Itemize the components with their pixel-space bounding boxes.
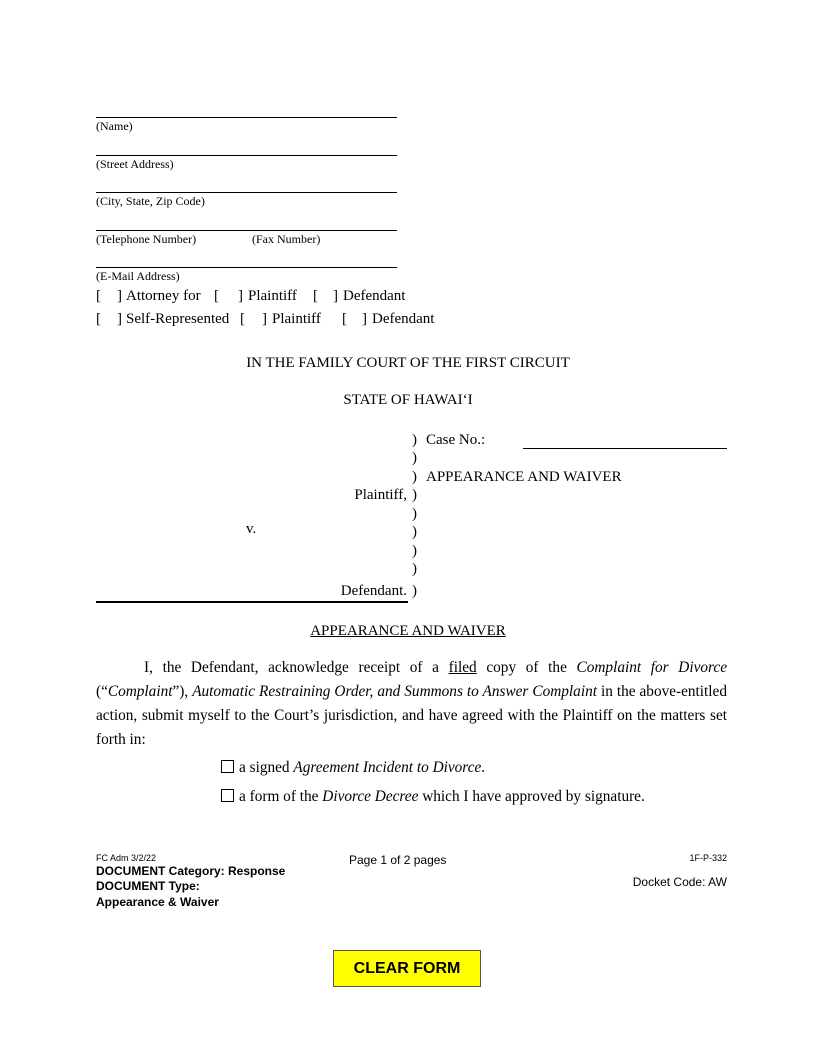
street-label: (Street Address) bbox=[96, 157, 174, 171]
attorney-defendant-checkbox-open[interactable]: [ bbox=[313, 288, 318, 304]
caption-paren: ) bbox=[412, 506, 417, 522]
p1: I, the Defendant, acknowledge receipt of a bbox=[144, 659, 439, 676]
city-label: (City, State, Zip Code) bbox=[96, 194, 205, 208]
p2: copy of the bbox=[486, 659, 567, 676]
decree-checkbox[interactable] bbox=[221, 789, 234, 802]
self-rep-plaintiff-label: Plaintiff bbox=[272, 311, 321, 327]
option-decree bbox=[221, 788, 645, 806]
court-name: IN THE FAMILY COURT OF THE FIRST CIRCUIT bbox=[246, 355, 570, 371]
defendant-label: Defendant. bbox=[340, 583, 407, 599]
caption-paren: ) bbox=[412, 524, 417, 540]
self-rep-checkbox-open[interactable]: [ bbox=[96, 311, 101, 327]
form-date: FC Adm 3/2/22 bbox=[96, 853, 157, 863]
attorney-for-row bbox=[0, 288, 816, 308]
attorney-checkbox-close[interactable]: ] bbox=[117, 288, 122, 304]
caption-paren: ) bbox=[412, 469, 417, 485]
caption-paren: ) bbox=[412, 487, 417, 503]
p3: in the above-entitled action, submit myself to the Court’s jurisdiction, and have agreed with the Plaintiff on the matters set forth in: bbox=[96, 683, 727, 748]
attorney-checkbox-open[interactable]: [ bbox=[96, 288, 101, 304]
self-rep-defendant-checkbox-close[interactable]: ] bbox=[362, 311, 367, 327]
option1-pre: a signed bbox=[239, 759, 290, 776]
self-rep-defendant-checkbox-open[interactable]: [ bbox=[342, 311, 347, 327]
agreement-checkbox[interactable] bbox=[221, 760, 234, 773]
complaint-title: Complaint for Divorce bbox=[576, 659, 728, 676]
case-no-field[interactable] bbox=[523, 448, 727, 449]
caption-bottom-rule bbox=[96, 601, 408, 603]
caption-paren: ) bbox=[412, 432, 417, 448]
document-type-value: Appearance & Waiver bbox=[96, 895, 219, 909]
self-rep-checkbox-close[interactable]: ] bbox=[117, 311, 122, 327]
option2-post: which I have approved by signature. bbox=[422, 788, 645, 805]
filed-word: filed bbox=[448, 659, 477, 676]
option1-post: . bbox=[481, 759, 486, 776]
self-rep-plaintiff-checkbox-open[interactable]: [ bbox=[240, 311, 245, 327]
open-quote: (“ bbox=[96, 683, 108, 700]
acknowledgment-paragraph bbox=[96, 656, 727, 752]
plaintiff-label: Plaintiff, bbox=[354, 487, 407, 503]
caption-paren: ) bbox=[412, 583, 417, 599]
close-quote: ”), bbox=[172, 683, 189, 700]
option2-italic: Divorce Decree bbox=[322, 788, 419, 805]
self-rep-plaintiff-checkbox-close[interactable]: ] bbox=[262, 311, 267, 327]
attorney-plaintiff-checkbox-open[interactable]: [ bbox=[214, 288, 219, 304]
versus-label: v. bbox=[246, 521, 257, 537]
form-number: 1F-P-332 bbox=[689, 853, 727, 863]
telephone-label: (Telephone Number) bbox=[96, 232, 197, 246]
self-represented-label: Self-Represented bbox=[126, 311, 230, 327]
fax-label: (Fax Number) bbox=[252, 232, 321, 246]
option2-pre: a form of the bbox=[239, 788, 319, 805]
attorney-defendant-checkbox-close[interactable]: ] bbox=[333, 288, 338, 304]
attorney-plaintiff-checkbox-close[interactable]: ] bbox=[238, 288, 243, 304]
name-label: (Name) bbox=[96, 119, 133, 133]
email-label: (E-Mail Address) bbox=[96, 269, 180, 283]
body-heading: APPEARANCE AND WAIVER bbox=[310, 623, 506, 639]
street-line[interactable] bbox=[96, 155, 397, 156]
telephone-line[interactable] bbox=[96, 230, 397, 231]
caption-paren: ) bbox=[412, 543, 417, 559]
caption-doc-title: APPEARANCE AND WAIVER bbox=[426, 469, 622, 485]
document-type-label: DOCUMENT Type: bbox=[96, 879, 200, 893]
document-category: DOCUMENT Category: Response bbox=[96, 864, 286, 878]
option-agreement bbox=[221, 759, 485, 777]
self-rep-defendant-label: Defendant bbox=[372, 311, 435, 327]
page-number: Page 1 of 2 pages bbox=[349, 853, 447, 867]
caption-paren: ) bbox=[412, 561, 417, 577]
attorney-defendant-label: Defendant bbox=[343, 288, 406, 304]
option1-italic: Agreement Incident to Divorce bbox=[293, 759, 482, 776]
clear-form-button[interactable]: CLEAR FORM bbox=[333, 950, 481, 987]
ato-title: Automatic Restraining Order, and Summons to Answer Complaint bbox=[192, 683, 597, 700]
caption-paren: ) bbox=[412, 450, 417, 466]
city-line[interactable] bbox=[96, 192, 397, 193]
attorney-for-label: Attorney for bbox=[126, 288, 201, 304]
name-line[interactable] bbox=[96, 117, 397, 118]
docket-code: Docket Code: AW bbox=[632, 875, 727, 889]
case-no-label: Case No.: bbox=[426, 432, 486, 448]
complaint-short: Complaint bbox=[107, 683, 173, 700]
self-represented-row bbox=[0, 311, 816, 331]
email-line[interactable] bbox=[96, 267, 397, 268]
court-state: STATE OF HAWAI‘I bbox=[343, 392, 473, 408]
attorney-plaintiff-label: Plaintiff bbox=[248, 288, 297, 304]
